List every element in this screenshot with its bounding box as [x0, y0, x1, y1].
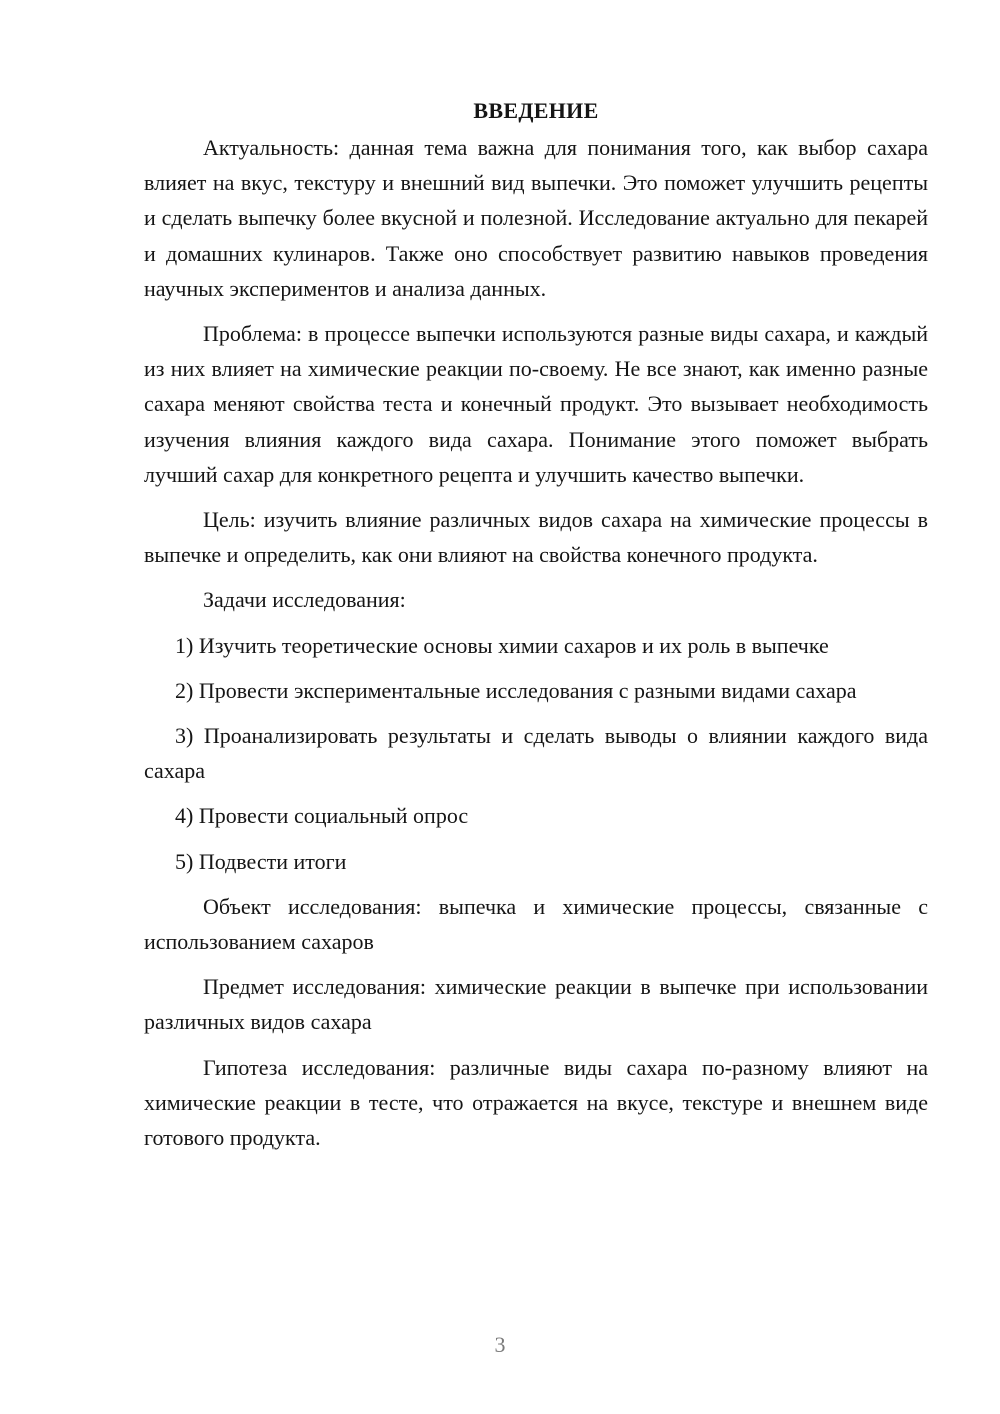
tasks-heading: Задачи исследования: [203, 587, 406, 613]
task-item-4: 4) Провести социальный опрос [175, 803, 469, 829]
object-paragraph: Объект исследования: выпечка и химические процессы, связанные с использованием сахаров [144, 893, 928, 955]
goal-paragraph: Цель: изучить влияние различных видов сахара на химические процессы в выпечке и определить, как они влияют на свойства конечного продукта. [144, 507, 928, 568]
section-title: ВВЕДЕНИЕ [473, 98, 599, 123]
hypothesis-paragraph: Гипотеза исследования: различные виды сахара по-разному влияют на химические реакции в тесте, что отражается на вкусе, текстуре и внешнем виде готового продукта. [144, 1054, 928, 1151]
problem-paragraph: Проблема: в процессе выпечки используются разные виды сахара, и каждый из них влияет на химические реакции по-своему. Не все знают, как именно разные сахара меняют свойства теста и конечный продукт. Это вызывает необходимость изучения влияния каждого вида сахара. Понимание этого поможет выбрать лучший сахар для конкретного рецепта и улучшить качество выпечки. [144, 321, 928, 487]
task-item-3: 3) Проанализировать результаты и сделать выводы о влиянии каждого вида сахара [144, 723, 928, 784]
document-page [144, 92, 928, 1165]
task-item-1: 1) Изучить теоретические основы химии сахаров и их роль в выпечке [175, 632, 829, 658]
task-item-2: 2) Провести экспериментальные исследования с разными видами сахара [175, 677, 857, 703]
subject-paragraph: Предмет исследования: химические реакции в выпечке при использовании различных видов сахара [144, 974, 928, 1035]
page-number: 3 [494, 1332, 506, 1357]
relevance-paragraph: Актуальность: данная тема важна для понимания того, как выбор сахара влияет на вкус, текстуру и внешний вид выпечки. Это поможет улучшить рецепты и сделать выпечку более вкусной и полезной. Исследование актуально для пекарей и домашних кулинаров. Также оно способствует развитию навыков проведения научных экспериментов и анализа данных. [144, 135, 928, 301]
task-item-5: 5) Подвести итоги [175, 848, 347, 874]
